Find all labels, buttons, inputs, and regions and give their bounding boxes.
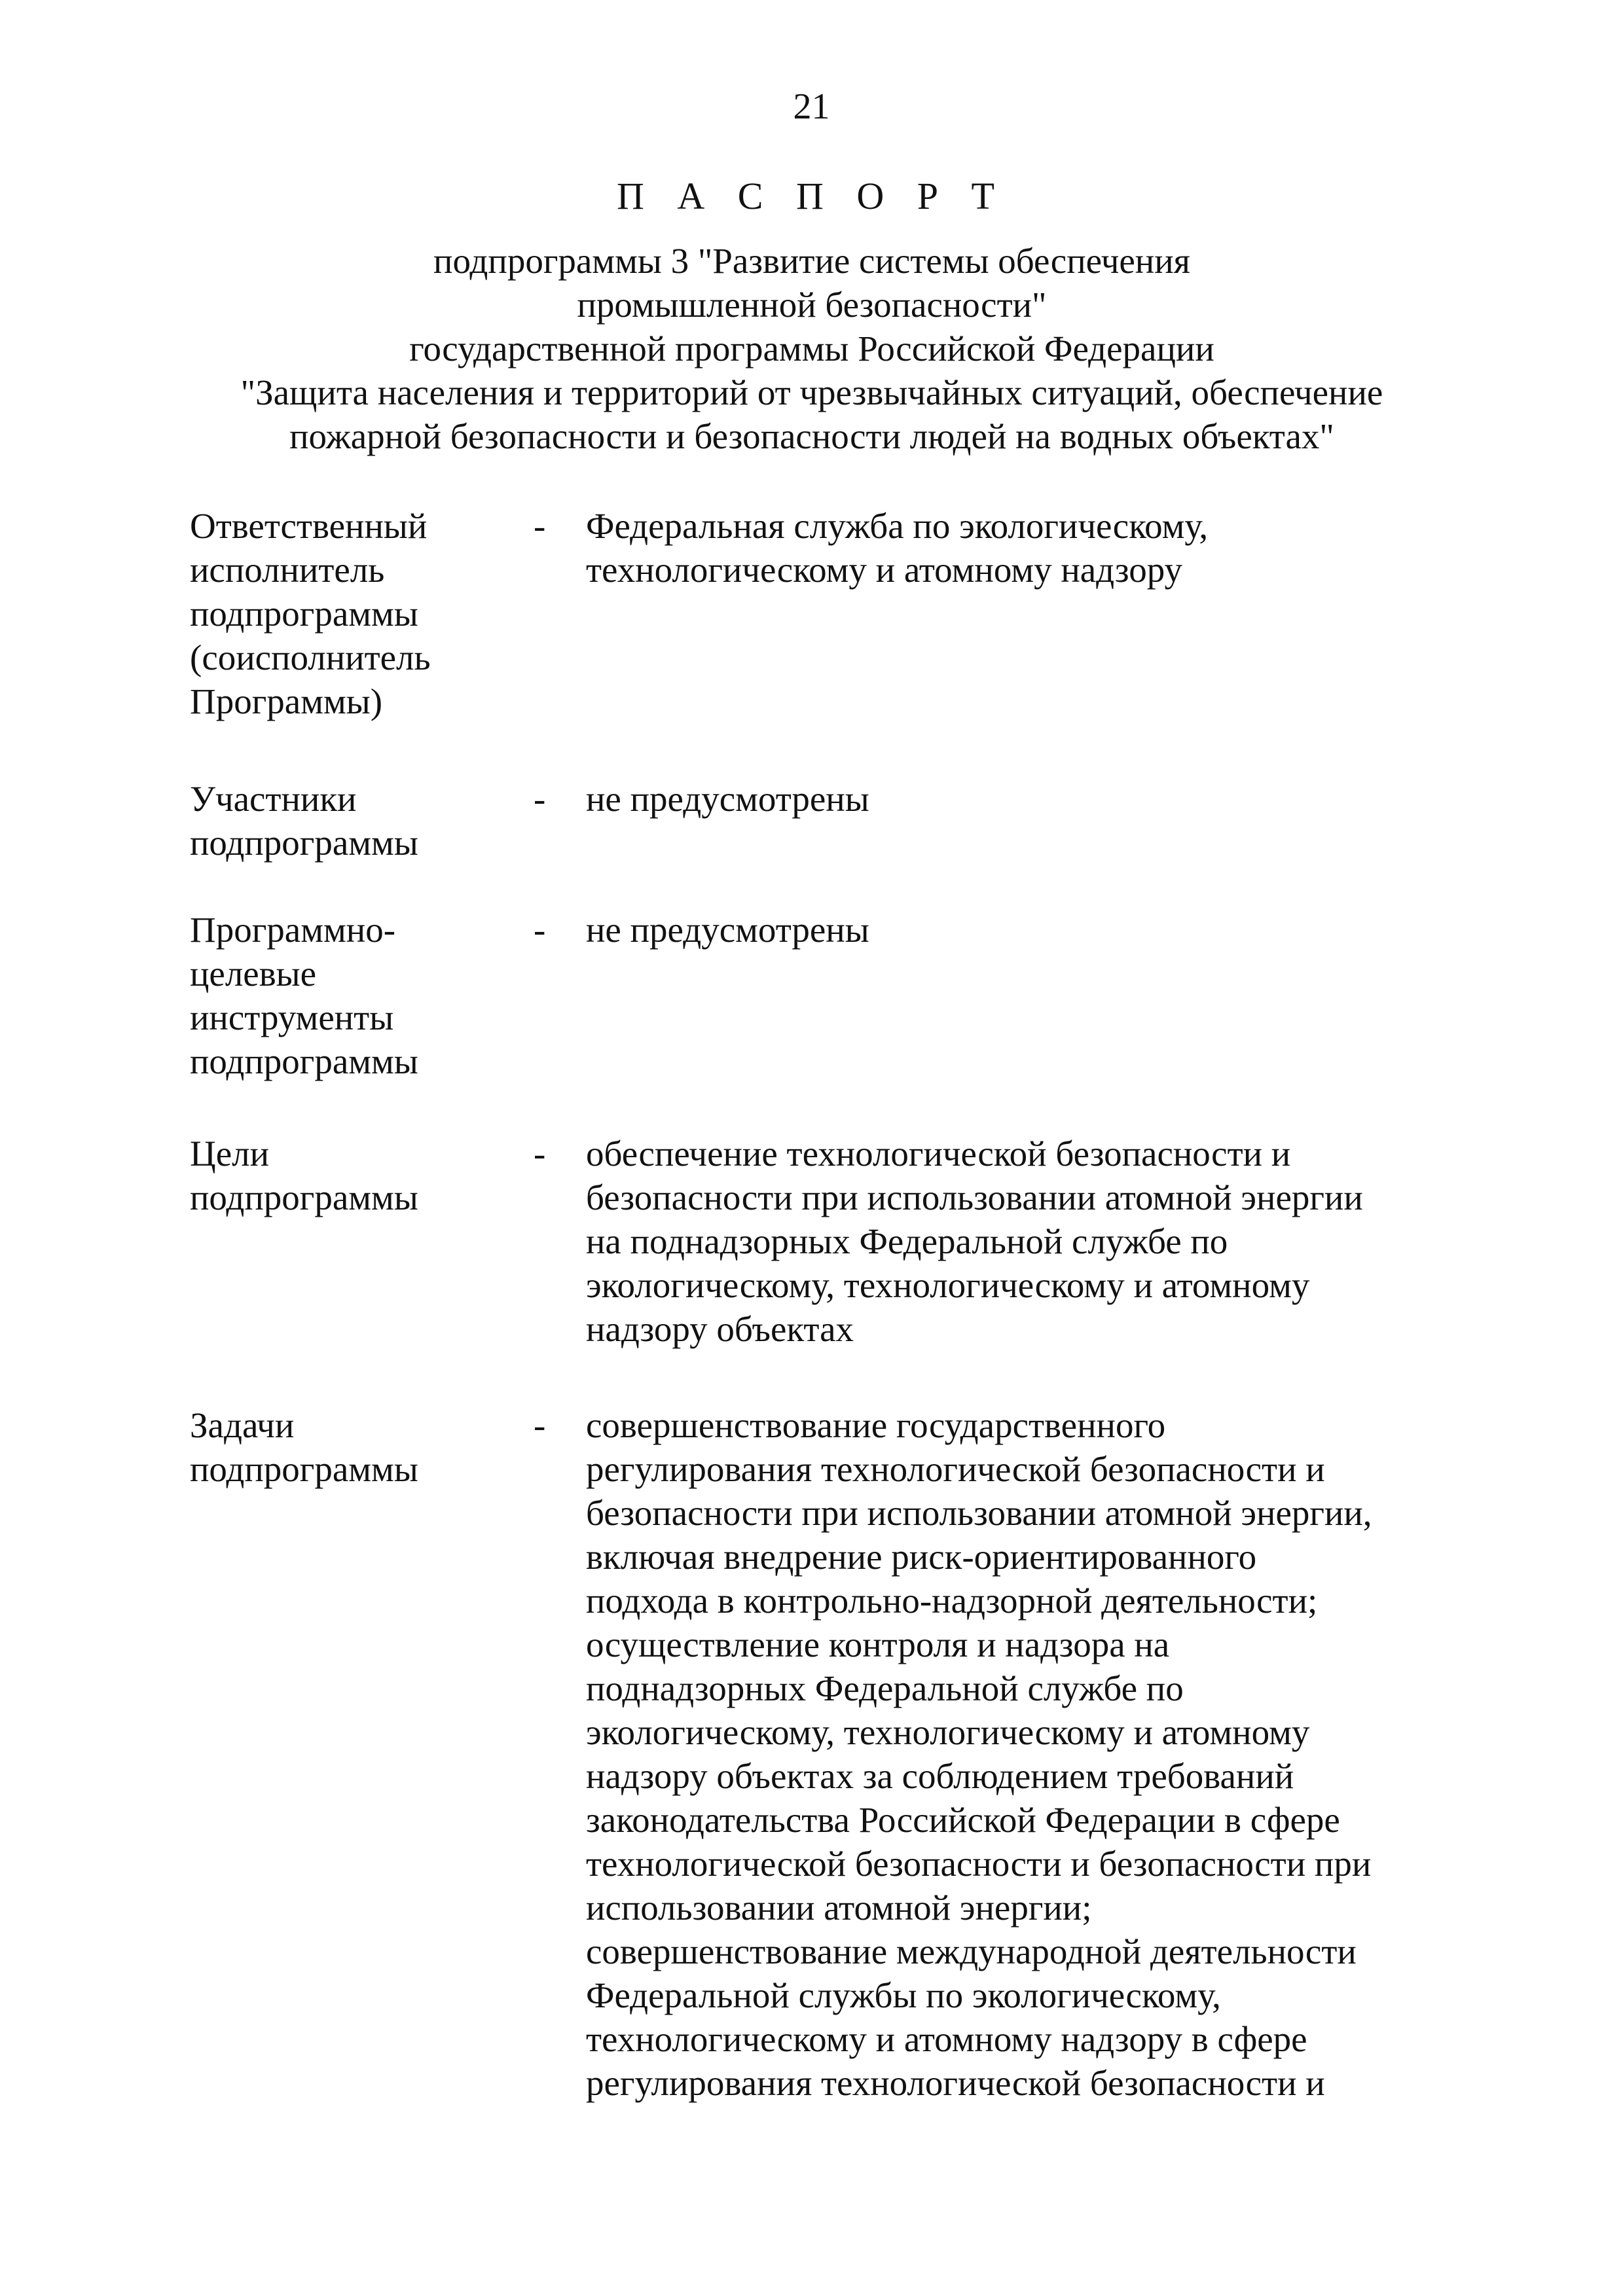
- label-line: подпрограммы: [190, 823, 418, 863]
- label-line: инструменты: [190, 997, 394, 1037]
- label-line: Цели: [190, 1134, 270, 1174]
- subtitle-line: подпрограммы 3 "Развитие системы обеспечения: [433, 241, 1190, 281]
- label-line: исполнитель: [190, 550, 385, 590]
- value-line: регулирования технологической безопасности и: [586, 2063, 1325, 2103]
- value-line: обеспечение технологической безопасности и: [586, 1134, 1291, 1174]
- value-line: поднадзорных Федеральной службе по: [586, 1668, 1184, 1708]
- row-label: [190, 908, 534, 1083]
- value-line: Федеральной службы по экологическому,: [586, 1975, 1221, 2015]
- label-line: Участники: [190, 779, 357, 819]
- row-dash: -: [534, 506, 546, 546]
- document-title: П А С П О Р Т: [617, 175, 1006, 217]
- row-dash: -: [534, 1134, 546, 1174]
- label-line: подпрограммы: [190, 1041, 418, 1081]
- value-line: экологическому, технологическому и атомному: [586, 1265, 1310, 1305]
- subtitle-line: государственной программы Российской Федерации: [409, 329, 1214, 368]
- value-line: использовании атомной энергии;: [586, 1888, 1092, 1928]
- value-line: технологическому и атомному надзору в сфере: [586, 2019, 1307, 2059]
- value-line: технологической безопасности и безопасности при: [586, 1844, 1372, 1884]
- value-line: надзору объектах: [586, 1309, 854, 1349]
- row-value: [586, 1132, 1447, 1351]
- label-line: Ответственный: [190, 506, 428, 546]
- label-line: подпрограммы: [190, 1177, 418, 1217]
- value-line: технологическому и атомному надзору: [586, 550, 1183, 590]
- document-subtitle: [157, 239, 1467, 458]
- label-line: целевые: [190, 954, 317, 994]
- value-line: подхода в контрольно-надзорной деятельности;: [586, 1581, 1318, 1621]
- value-line: совершенствование государственного: [586, 1405, 1166, 1445]
- row-dash: -: [534, 910, 546, 950]
- page-number: 21: [793, 86, 830, 127]
- value-line: безопасности при использовании атомной энергии: [586, 1177, 1363, 1217]
- value-line: не предусмотрены: [586, 910, 869, 950]
- subtitle-line: "Защита населения и территорий от чрезвычайных ситуаций, обеспечение: [240, 372, 1383, 412]
- row-value: [586, 777, 1447, 865]
- row-dash: -: [534, 779, 546, 819]
- value-line: регулирования технологической безопасности и: [586, 1449, 1325, 1489]
- value-line: осуществление контроля и надзора на: [586, 1624, 1170, 1664]
- value-line: не предусмотрены: [586, 779, 869, 819]
- passport-row-tasks: [190, 1403, 1447, 2105]
- row-label: [190, 1132, 534, 1351]
- label-line: Программно-: [190, 910, 396, 950]
- passport-row-instruments: [190, 908, 1447, 1083]
- row-value: [586, 1403, 1447, 2105]
- value-line: законодательства Российской Федерации в сфере: [586, 1800, 1340, 1840]
- passport-row-responsible: [190, 504, 1447, 723]
- row-label: [190, 1403, 534, 2105]
- subtitle-line: пожарной безопасности и безопасности людей на водных объектах": [289, 416, 1334, 456]
- row-label: [190, 504, 534, 723]
- row-label: [190, 777, 534, 865]
- value-line: включая внедрение риск-ориентированного: [586, 1537, 1257, 1577]
- passport-table: [190, 504, 1447, 2105]
- value-line: совершенствование международной деятельности: [586, 1931, 1357, 1971]
- passport-row-participants: [190, 777, 1447, 865]
- row-value: [586, 908, 1447, 1083]
- passport-row-goals: [190, 1132, 1447, 1351]
- subtitle-line: промышленной безопасности": [577, 285, 1047, 325]
- label-line: Программы): [190, 681, 383, 721]
- label-line: Задачи: [190, 1405, 295, 1445]
- value-line: безопасности при использовании атомной энергии,: [586, 1493, 1372, 1533]
- label-line: подпрограммы: [190, 1449, 418, 1489]
- value-line: на поднадзорных Федеральной службе по: [586, 1221, 1228, 1261]
- value-line: надзору объектах за соблюдением требований: [586, 1756, 1294, 1796]
- label-line: (соисполнитель: [190, 637, 431, 677]
- row-dash: -: [534, 1405, 546, 1445]
- value-line: экологическому, технологическому и атомному: [586, 1712, 1310, 1752]
- label-line: подпрограммы: [190, 594, 418, 634]
- value-line: Федеральная служба по экологическому,: [586, 506, 1209, 546]
- row-value: [586, 504, 1447, 723]
